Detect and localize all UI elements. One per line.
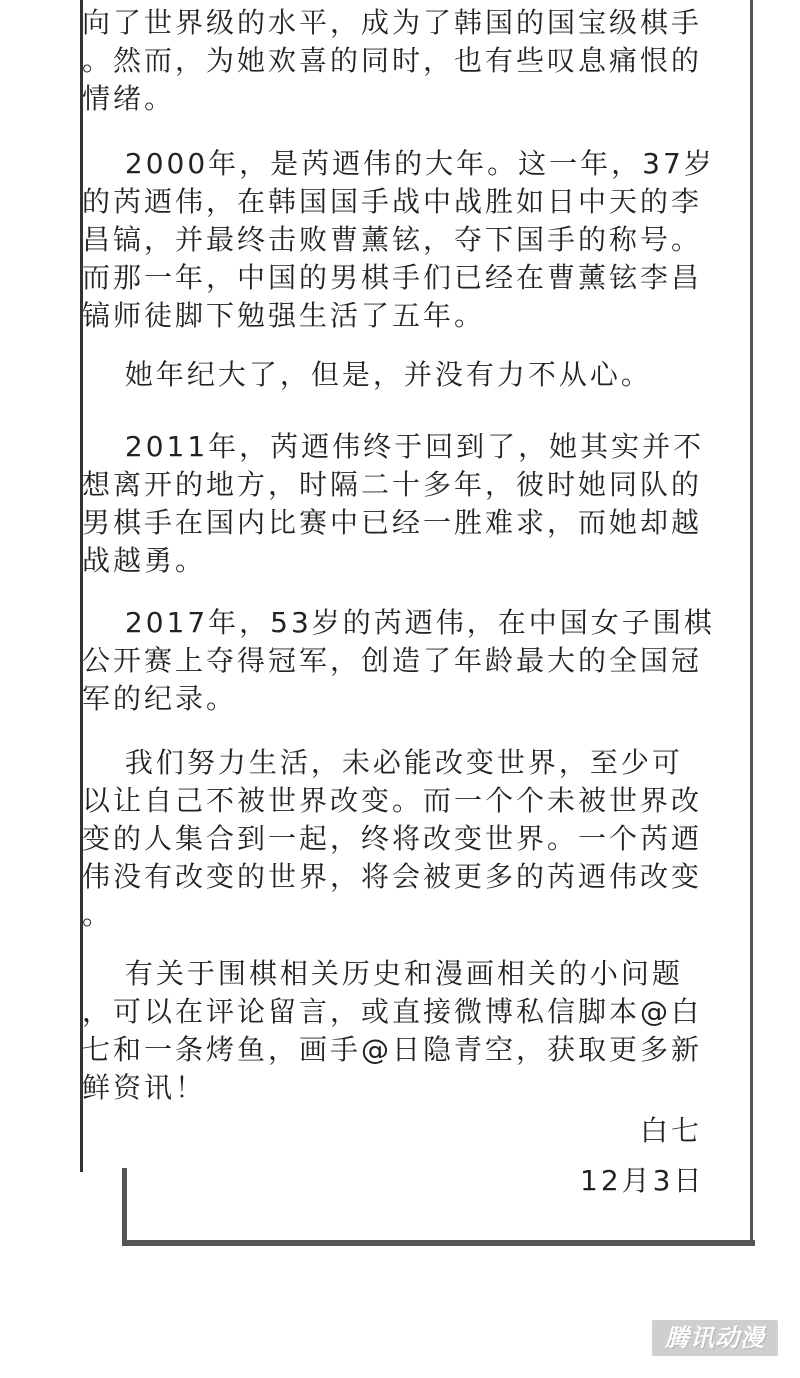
tencent-comics-watermark-logo: 腾讯动漫 <box>652 1320 778 1356</box>
paragraph-4 <box>82 428 732 580</box>
signature-date: 12月3日 <box>580 1164 705 1197</box>
signature-author: 白七 <box>640 1114 703 1147</box>
paragraph-line: 想离开的地方，时隔二十多年，彼时她同队的 <box>82 468 703 501</box>
paragraph-line: 昌镐，并最终击败曹薰铉，夺下国手的称号。 <box>82 223 703 256</box>
paragraph-line: 男棋手在国内比赛中已经一胜难求，而她却越 <box>82 506 703 539</box>
paragraph-5 <box>82 604 732 718</box>
paragraph-line: 七和一条烤鱼，画手@日隐青空，获取更多新 <box>82 1033 703 1066</box>
paragraph-6 <box>82 744 732 934</box>
paragraph-line: 。然而，为她欢喜的同时，也有些叹息痛恨的 <box>82 44 703 77</box>
paragraph-line: ，可以在评论留言，或直接微博私信脚本@白 <box>82 995 703 1028</box>
paragraph-line: 2017年，53岁的芮迺伟，在中国女子围棋 <box>82 606 715 639</box>
paragraph-line: 公开赛上夺得冠军，创造了年龄最大的全国冠 <box>82 644 703 677</box>
paragraph-line: 情绪。 <box>82 82 176 115</box>
paragraph-7 <box>82 955 732 1107</box>
paragraph-line: 向了世界级的水平，成为了韩国的国宝级棋手 <box>82 6 703 39</box>
frame-bottom-rule <box>122 1240 755 1246</box>
paragraph-line: 的芮迺伟，在韩国国手战中战胜如日中天的李 <box>82 185 703 218</box>
paragraph-3 <box>82 356 732 394</box>
frame-inner-left-rule <box>122 1168 127 1246</box>
paragraph-line: 她年纪大了，但是，并没有力不从心。 <box>82 358 652 391</box>
paragraph-line: 军的纪录。 <box>82 682 238 715</box>
paragraph-line: 以让自己不被世界改变。而一个个未被世界改 <box>82 784 703 817</box>
paragraph-line: 有关于围棋相关历史和漫画相关的小问题 <box>82 957 683 990</box>
paragraph-line: 伟没有改变的世界，将会被更多的芮迺伟改变 <box>82 860 703 893</box>
paragraph-line: 2000年，是芮迺伟的大年。这一年，37岁 <box>82 147 715 180</box>
paragraph-line: 鲜资讯！ <box>82 1071 207 1104</box>
paragraph-line: 而那一年，中国的男棋手们已经在曹薰铉李昌 <box>82 261 703 294</box>
paragraph-line: 战越勇。 <box>82 544 207 577</box>
paragraph-1 <box>82 4 732 118</box>
paragraph-line: 变的人集合到一起，终将改变世界。一个芮迺 <box>82 822 703 855</box>
paragraph-line: 镐师徒脚下勉强生活了五年。 <box>82 299 486 332</box>
paragraph-line: 2011年，芮迺伟终于回到了，她其实并不 <box>82 430 705 463</box>
paragraph-line: 我们努力生活，未必能改变世界，至少可 <box>82 746 683 779</box>
paragraph-2 <box>82 145 732 335</box>
frame-right-rule <box>750 0 753 1243</box>
paragraph-line: 。 <box>82 898 114 931</box>
